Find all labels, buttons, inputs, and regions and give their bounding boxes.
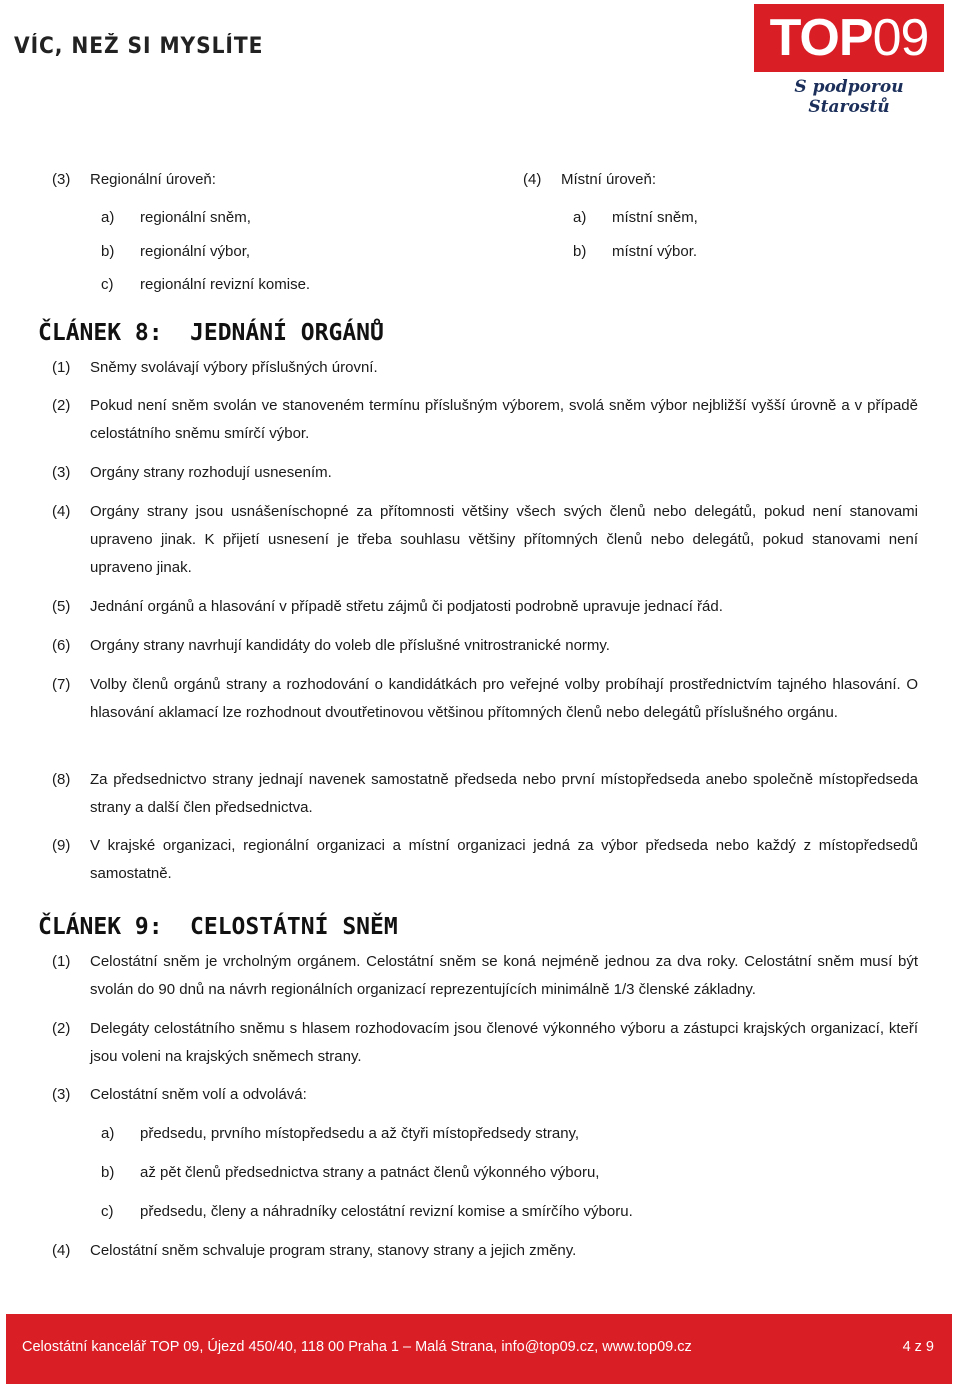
list-item: předsedu, členy a náhradníky celostátní revizní komise a smírčího výboru.	[140, 1203, 633, 1220]
local-level-title: Místní úroveň:	[561, 171, 657, 188]
paragraph-num: (4)	[52, 503, 71, 520]
paragraph-text: Pokud není sněm svolán ve stanoveném termínu příslušným výborem, svolá sněm výbor nejbližší vyšší úrovně a v případě celostátního sněmu smírčí výbor.	[90, 397, 918, 442]
local-level-num: (4)	[523, 171, 542, 188]
article-9-title: CELOSTÁTNÍ SNĚM	[190, 914, 398, 940]
paragraph-text: Volby členů orgánů strany a rozhodování o kandidátkách pro veřejné volby probíhají prostřednictvím tajného hlasování. O hlasování aklamací lze rozhodnout dvoutřetinovou většinou přítomných členů nebo delegátů příslušného orgánu.	[90, 676, 918, 721]
logo-subtitle: S podporou Starostů	[794, 77, 904, 117]
paragraph-num: (5)	[52, 598, 71, 615]
paragraph-text: Orgány strany rozhodují usnesením.	[90, 464, 332, 481]
paragraph-num: (1)	[52, 953, 71, 970]
list-item: místní výbor.	[612, 243, 698, 260]
top09-logo	[754, 4, 944, 117]
article-8-label: ČLÁNEK 8:	[38, 320, 163, 346]
regional-level-title: Regionální úroveň:	[90, 171, 216, 188]
logo-text-09: 09	[872, 9, 929, 67]
list-item: předsedu, prvního místopředsedu a až čtyři místopředsedy strany,	[140, 1125, 580, 1142]
paragraph-num: (9)	[52, 837, 71, 854]
paragraph-num: (3)	[52, 464, 71, 481]
paragraph-text: Celostátní sněm volí a odvolává:	[90, 1086, 307, 1103]
article-8-title: JEDNÁNÍ ORGÁNŮ	[190, 320, 384, 346]
paragraph-num: (1)	[52, 359, 71, 376]
paragraph-text: Celostátní sněm schvaluje program strany, stanovy strany a jejich změny.	[90, 1242, 577, 1259]
list-item: místní sněm,	[612, 209, 698, 226]
paragraph-num: (2)	[52, 1020, 71, 1037]
logo-text-top: TOP	[769, 9, 873, 67]
list-item: regionální sněm,	[140, 209, 251, 226]
paragraph-text: Jednání orgánů a hlasování v případě střetu zájmů či podjatosti podrobně upravuje jednací řád.	[90, 598, 723, 615]
list-item: regionální výbor,	[140, 243, 251, 260]
logo-box	[754, 4, 944, 72]
article-9-heading	[38, 914, 398, 940]
footer-bar	[6, 1314, 952, 1384]
paragraph-num: (4)	[52, 1242, 71, 1259]
paragraph-text: Orgány strany navrhují kandidáty do voleb dle příslušné vnitrostranické normy.	[90, 637, 610, 654]
list-letter: b)	[101, 1164, 115, 1181]
list-item: regionální revizní komise.	[140, 276, 311, 293]
paragraph-text: V krajské organizaci, regionální organizaci a místní organizaci jedná za výbor předseda nebo každý z místopředsedů samostatně.	[90, 837, 918, 882]
list-letter: b)	[101, 243, 115, 260]
list-letter: a)	[101, 1125, 115, 1142]
list-item: až pět členů předsednictva strany a patnáct členů výkonného výboru,	[140, 1164, 600, 1181]
article-8-heading	[38, 320, 384, 346]
article-9-label: ČLÁNEK 9:	[38, 914, 163, 940]
list-letter: c)	[101, 1203, 114, 1220]
slogan: VÍC, NEŽ SI MYSLÍTE	[14, 34, 264, 59]
paragraph-text: Celostátní sněm je vrcholným orgánem. Celostátní sněm se koná nejméně jednou za dva roky. Celostátní sněm musí být svolán do 90 dnů na návrh regionálních organizací reprezentujících minimálně 1/3 členské základny.	[90, 953, 918, 998]
paragraph-text: Orgány strany jsou usnášeníschopné za přítomnosti většiny všech svých členů nebo delegátů, pokud není stanovami upraveno jinak. K přijetí usnesení je třeba souhlasu většiny přítomných členů nebo delegátů, pokud stanovami není upraveno jinak.	[90, 503, 918, 576]
regional-level-num: (3)	[52, 171, 71, 188]
list-letter: a)	[573, 209, 587, 226]
paragraph-text: Sněmy svolávají výbory příslušných úrovní.	[90, 359, 378, 376]
list-letter: c)	[101, 276, 114, 293]
paragraph-num: (2)	[52, 397, 71, 414]
paragraph-text: Delegáty celostátního sněmu s hlasem rozhodovacím jsou členové výkonného výboru a zástupci krajských organizací, kteří jsou voleni na krajských sněmech strany.	[90, 1020, 918, 1065]
paragraph-num: (7)	[52, 676, 71, 693]
footer-contact: Celostátní kancelář TOP 09, Újezd 450/40, 118 00 Praha 1 – Malá Strana, info@top09.cz, www.top09.cz	[22, 1339, 692, 1355]
paragraph-text: Za předsednictvo strany jednají navenek samostatně předseda nebo první místopředseda anebo společně místopředseda strany a další člen předsednictva.	[90, 771, 918, 816]
paragraph-num: (6)	[52, 637, 71, 654]
page-number: 4 z 9	[902, 1339, 934, 1355]
paragraph-num: (8)	[52, 771, 71, 788]
list-letter: a)	[101, 209, 115, 226]
list-letter: b)	[573, 243, 587, 260]
paragraph-num: (3)	[52, 1086, 71, 1103]
